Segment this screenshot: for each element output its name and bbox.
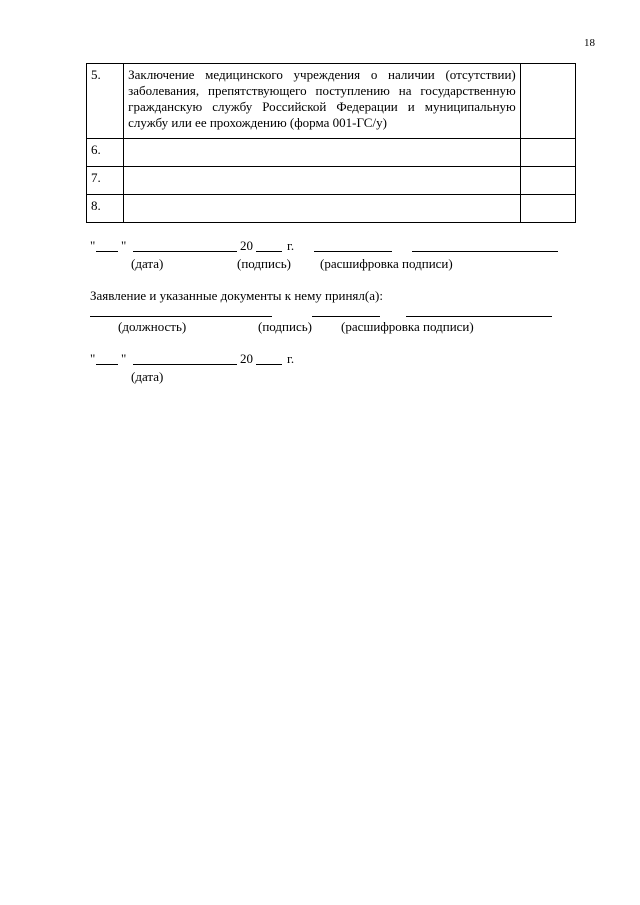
row-number: 6. — [87, 139, 124, 167]
caption-signature-decoding: (расшифровка подписи) — [320, 256, 453, 271]
caption-date: (дата) — [131, 369, 164, 384]
caption-signature: (подпись) — [237, 256, 291, 271]
signature-decoding-blank — [406, 316, 552, 317]
row-text — [124, 195, 521, 223]
month-blank — [133, 364, 237, 365]
documents-table — [86, 63, 576, 223]
day-blank — [96, 251, 118, 252]
table-row — [87, 167, 576, 195]
year-prefix: 20 — [240, 351, 253, 366]
row-text — [124, 139, 521, 167]
row-number: 5. — [87, 64, 124, 139]
row-number: 8. — [87, 195, 124, 223]
date-quote-open: " — [90, 351, 96, 366]
row-text — [124, 167, 521, 195]
year-suffix: г. — [287, 351, 295, 366]
caption-position: (должность) — [118, 319, 187, 334]
row-number: 7. — [87, 167, 124, 195]
row-mark-cell — [520, 167, 575, 195]
date-quote-close: " — [121, 238, 127, 253]
date-quote-open: " — [90, 238, 96, 253]
year-blank — [256, 364, 282, 365]
signature-blank — [312, 316, 380, 317]
row-mark-cell — [520, 195, 575, 223]
date-quote-close: " — [121, 351, 127, 366]
signature-blank — [314, 251, 392, 252]
table-row — [87, 64, 576, 139]
accepted-by-label: Заявление и указанные документы к нему принял(а): — [90, 288, 383, 303]
table-row — [87, 195, 576, 223]
caption-signature: (подпись) — [258, 319, 312, 334]
year-blank — [256, 251, 282, 252]
year-suffix: г. — [287, 238, 295, 253]
year-prefix: 20 — [240, 238, 253, 253]
caption-date: (дата) — [131, 256, 164, 271]
signature-decoding-blank — [412, 251, 558, 252]
row-mark-cell — [520, 64, 575, 139]
position-blank — [90, 316, 272, 317]
row-text: Заключение медицинского учреждения о наличии (отсутствии) заболевания, препятствующего поступлению на государственную гражданскую службу Российской Федерации и муниципальную службу или ее прохождению (форма 001-ГС/у) — [124, 64, 521, 139]
page-number: 18 — [584, 37, 595, 49]
day-blank — [96, 364, 118, 365]
caption-signature-decoding: (расшифровка подписи) — [341, 319, 474, 334]
month-blank — [133, 251, 237, 252]
row-mark-cell — [520, 139, 575, 167]
table-row — [87, 139, 576, 167]
